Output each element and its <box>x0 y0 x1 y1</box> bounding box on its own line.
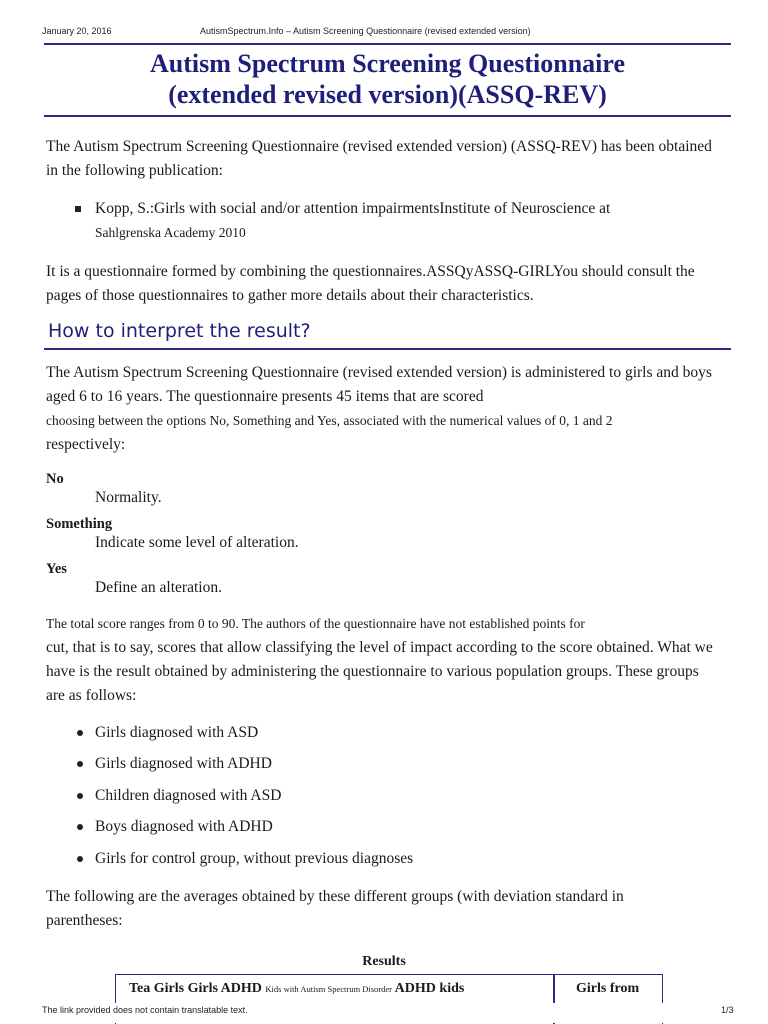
header-date: January 20, 2016 <box>42 26 112 36</box>
option-definition-no: Normality. <box>95 489 162 506</box>
header-site-title: AutismSpectrum.Info – Autism Screening Questionnaire (revised extended version) <box>200 26 531 36</box>
table-header-groups <box>129 981 464 997</box>
reference-line-2: Sahlgrenska Academy 2010 <box>95 225 246 240</box>
intro-paragraph: The Autism Spectrum Screening Questionnaire (revised extended version) (ASSQ-REV) has been obtained in the following publication: <box>46 138 712 179</box>
score-text-1: The total score ranges from 0 to 90. The authors of the questionnaire have not established points for <box>46 616 585 631</box>
list-item: Girls diagnosed with ASD <box>78 721 678 752</box>
table-header-last: Girls from <box>576 981 640 996</box>
interpret-text-2: choosing between the options No, Something and Yes, associated with the numerical values of 0, 1 and 2 <box>46 413 613 428</box>
list-item: Girls for control group, without previous diagnoses <box>78 847 678 878</box>
title-bottom-rule <box>44 115 731 117</box>
averages-paragraph: The following are the averages obtained by these different groups (with deviation standard in parentheses: <box>46 888 624 929</box>
interpret-text-1: The Autism Spectrum Screening Questionnaire (revised extended version) is administered to girls and boys aged 6 to 16 years. The questionnaire presents 45 items that are scored <box>46 364 712 405</box>
title-line-1: Autism Spectrum Screening Questionnaire <box>150 49 625 78</box>
option-definition-something: Indicate some level of alteration. <box>95 534 299 551</box>
reference-item <box>78 197 718 245</box>
page-footer <box>0 1003 768 1023</box>
reference-list <box>78 197 718 245</box>
interpret-text-3: respectively: <box>46 436 126 453</box>
page-header <box>0 24 768 40</box>
results-caption: Results <box>362 954 406 969</box>
table-header-part-1: Tea Girls Girls ADHD <box>129 981 266 996</box>
table-header-part-2: Kids with Autism Spectrum Disorder <box>265 984 392 994</box>
score-text-2: cut, that is to say, scores that allow classifying the level of impact according to the score obtained. What we have is the result obtained by administering the questionnaire to various population groups. These groups are as follows: <box>46 639 713 704</box>
option-term-something: Something <box>46 516 113 532</box>
population-groups-list <box>78 721 678 878</box>
title-top-rule <box>44 43 731 45</box>
list-item: Children diagnosed with ASD <box>78 784 678 815</box>
list-item: Girls diagnosed with ADHD <box>78 752 678 783</box>
option-term-no: No <box>46 471 64 487</box>
list-item: Boys diagnosed with ADHD <box>78 815 678 846</box>
option-term-yes: Yes <box>46 561 67 577</box>
section-rule <box>44 348 731 350</box>
interpret-paragraph <box>46 361 716 457</box>
title-line-2: (extended revised version)(ASSQ-REV) <box>168 80 607 109</box>
reference-line-1: Kopp, S.:Girls with social and/or attention impairmentsInstitute of Neuroscience at <box>95 200 611 217</box>
score-paragraph <box>46 612 716 708</box>
footer-note: The link provided does not contain translatable text. <box>42 1005 248 1015</box>
description-paragraph: It is a questionnaire formed by combining the questionnaires.ASSQyASSQ-GIRLYou should consult the pages of those questionnaires to gather more details about their characteristics. <box>46 263 695 304</box>
document-title <box>44 48 731 110</box>
page-number: 1/3 <box>721 1005 734 1015</box>
table-header-part-3: ADHD kids <box>391 981 465 996</box>
option-definition-yes: Define an alteration. <box>95 579 222 596</box>
section-heading: How to interpret the result? <box>48 320 311 342</box>
